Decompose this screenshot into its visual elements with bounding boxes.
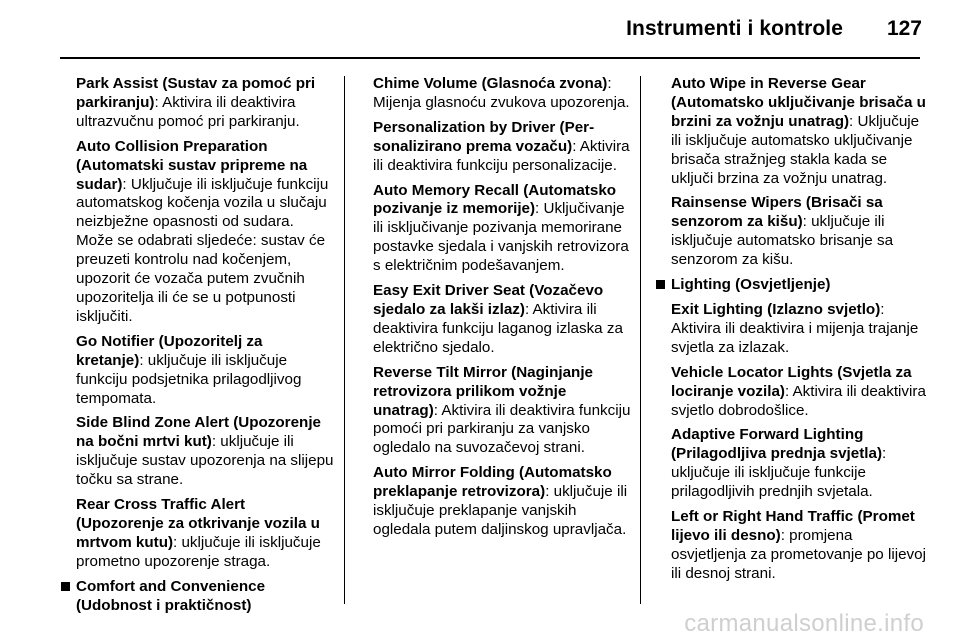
entry-personalization-by-driver: Personalization by Driver (Per‐sonalizirano prema vozaču): Aktivira ili deaktivira funkciju personalizacije.	[373, 118, 630, 174]
column-1	[76, 75, 334, 621]
entry-auto-mirror-folding: Auto Mirror Folding (Automatsko preklapanje retrovizora): uključuje ili isključuje preklapanje vanjskih ogledala putem daljinskog upravljača.	[373, 464, 628, 538]
entry-chime-volume: Chime Volume (Glasnoća zvona): Mijenja glasnoću zvukova upozorenja.	[373, 75, 630, 111]
column-2	[373, 75, 631, 546]
entry-go-notifier: Go Notifier (Upozoritelj za kretanje): uključuje ili isključuje funkciju podsjetnika prilagodljivog tempomata.	[76, 332, 302, 407]
page-title: Instrumenti i kontrole	[626, 17, 843, 40]
bullet-square-icon	[656, 280, 665, 289]
entry-park-assist: Park Assist (Sustav za pomoć pri parkiranju): Aktivira ili deaktivira ultrazvučnu pomoć pri parkiranju.	[76, 75, 316, 130]
entry-auto-collision-preparation: Auto Collision Preparation (Automatski sustav pripreme na sudar): Uključuje ili isključuje funkciju automatskog kočenja vozila u slučaju neizbježne opasnosti od sudara. Može se odabrati sljedeće: sustav će preuzeti kontrolu nad kočenjem, upozorit će vozača putem zvučnih upozoritelja ili će se u potpunosti isključiti.	[76, 137, 329, 325]
entry-easy-exit-driver-seat: Easy Exit Driver Seat (Vozačevo sjedalo za lakši izlaz): Aktivira ili deaktivira funkciju laganog izlaska za električno sjedalo.	[373, 282, 623, 356]
entry-rainsense-wipers: Rainsense Wipers (Brisači sa senzorom za kišu): uključuje ili isključuje automatsko brisanje sa senzorom za kišu.	[671, 194, 894, 269]
page-number: 127	[886, 17, 922, 40]
watermark: carmanualsonline.info	[684, 610, 924, 637]
entry-rear-cross-traffic-alert: Rear Cross Traffic Alert (Upozorenje za otkrivanje vozila u mrtvom kutu): uključuje ili isključuje prometno upozorenje straga.	[76, 496, 321, 570]
bullet-square-icon	[61, 582, 70, 591]
column-divider	[344, 76, 345, 604]
entry-side-blind-zone-alert: Side Blind Zone Alert (Upozorenje na bočni mrtvi kut): uključuje ili isključuje sustav upozorenja na slijepu točku sa strane.	[76, 414, 334, 489]
section-lighting: Lighting (Osvjetljenje)	[657, 276, 929, 295]
entry-reverse-tilt-mirror: Reverse Tilt Mirror (Naginjanje retrovizora prilikom vožnje unatrag): Aktivira ili deaktivira funkciju pomoći pri parkiranju za vanjsko ogledalo na suvozačevoj strani.	[373, 363, 631, 457]
page-header	[0, 0, 960, 58]
section-comfort-and-convenience: Comfort and Convenience (Udobnost i praktičnost)	[62, 578, 334, 616]
entry-exit-lighting: Exit Lighting (Izlazno svjetlo): Aktivira ili deaktivira i mijenja trajanje svjetla za izlazak.	[671, 300, 919, 356]
entry-adaptive-forward-lighting: Adaptive Forward Lighting (Prilagodljiva prednja svjetla): uključuje ili isključuje funkcije prilagodljivih prednjih svjetala.	[671, 426, 887, 501]
entry-vehicle-locator-lights: Vehicle Locator Lights (Svjetla za lociranje vozila): Aktivira ili deaktivira svjetlo dobrodošlice.	[671, 363, 926, 419]
entry-left-or-right-hand-traffic: Left or Right Hand Traffic (Promet lijevo ili desno): promjena osvjetljenja za prometovanje po lijevoj ili desnoj strani.	[671, 508, 926, 582]
header-divider	[60, 57, 920, 59]
entry-auto-memory-recall: Auto Memory Recall (Automatsko pozivanje iz memorije): Uključivanje ili isključivanje pozivanja memorirane postavke sjedala i vanjskih retrovizora s električnim podešavanjem.	[373, 181, 629, 275]
entry-auto-wipe-in-reverse-gear: Auto Wipe in Reverse Gear (Automatsko uključivanje brisača u brzini za vožnju unatrag): Uključuje ili isključuje automatsko uključivanje brisača stražnjeg stakla kada se uključi brzina za vožnju unatrag.	[671, 75, 926, 187]
column-3	[671, 75, 929, 590]
column-divider	[640, 76, 641, 604]
